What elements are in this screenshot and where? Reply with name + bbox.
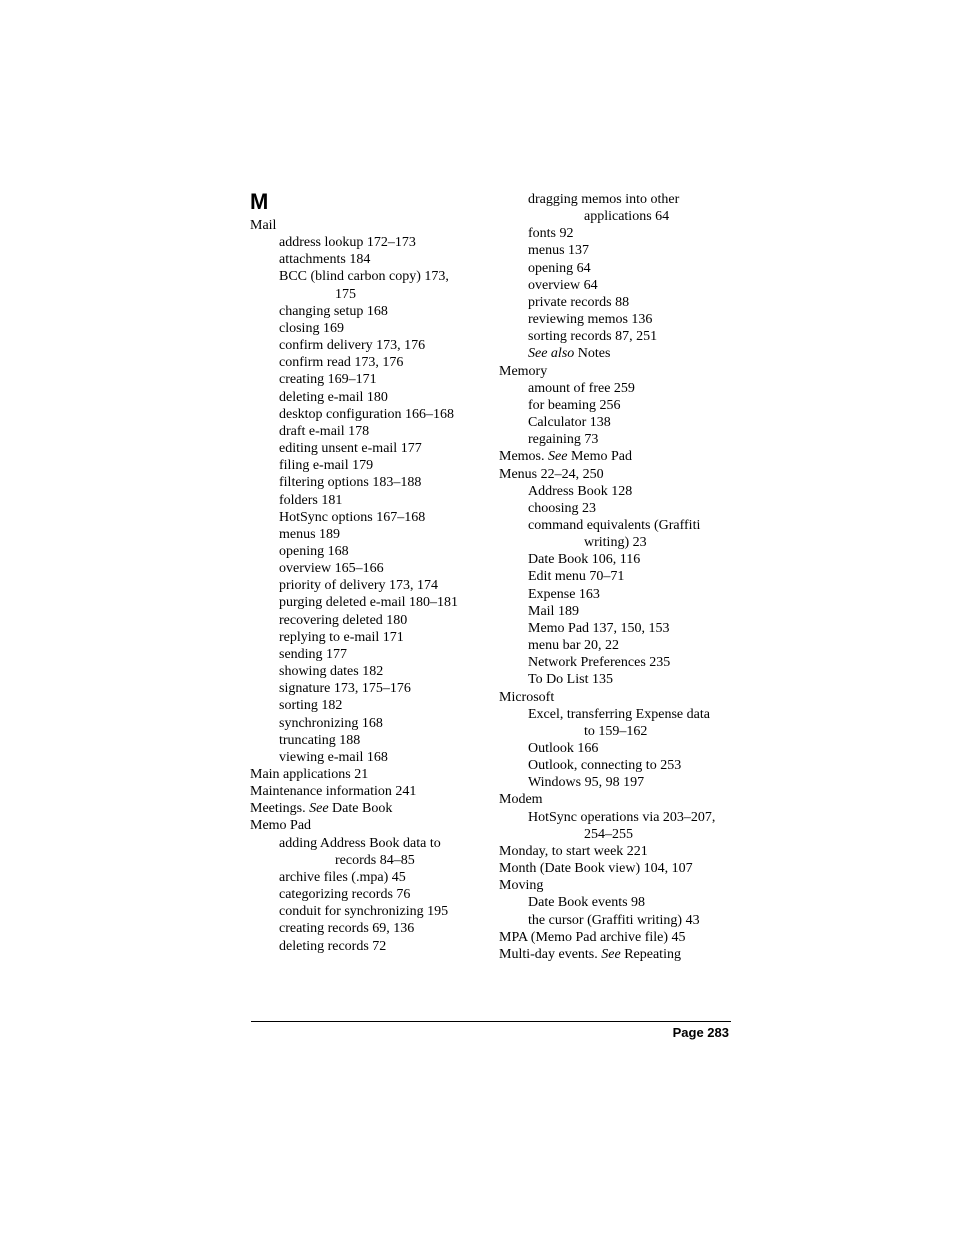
entry-text: changing setup 168: [279, 303, 388, 319]
entry-text: sorting records 87, 251: [528, 329, 658, 345]
index-sub-entry: [499, 637, 739, 654]
index-sub-entry: [499, 431, 739, 448]
entry-text: draft e-mail 178: [279, 423, 370, 439]
entry-text: reviewing memos 136: [528, 312, 653, 328]
index-sub-entry: [499, 414, 739, 431]
index-sub-entry: [250, 371, 490, 388]
index-main-entry: [499, 466, 739, 483]
entry-text: overview 165–166: [279, 561, 384, 577]
index-sub-entry: [499, 260, 739, 277]
index-sub-entry: [250, 457, 490, 474]
index-sub-entry: [499, 740, 739, 757]
entry-text: recovering deleted 180: [279, 612, 408, 628]
index-sub-entry: [250, 577, 490, 594]
entry-text: HotSync operations via 203–207,: [528, 809, 716, 825]
index-sub-entry: [250, 646, 490, 663]
entry-text: HotSync options 167–168: [279, 509, 426, 525]
index-sub-entry: [250, 680, 490, 697]
index-sub-entry: [250, 423, 490, 440]
see-reference: See: [548, 449, 568, 465]
entry-text: Expense 163: [528, 586, 600, 602]
index-entry-continuation: to 159–162: [584, 723, 648, 739]
index-main-entry: [250, 817, 490, 834]
index-entry-continuation: writing) 23: [584, 535, 647, 551]
see-target: Date Book: [328, 801, 393, 817]
index-sub-entry: [250, 715, 490, 732]
index-sub-entry: [250, 526, 490, 543]
index-sub-entry: [499, 757, 739, 774]
index-sub-entry: [499, 603, 739, 620]
entry-text: amount of free 259: [528, 380, 635, 396]
see-target: Notes: [574, 346, 611, 362]
index-sub-entry: [499, 620, 739, 637]
index-sub-entry: [499, 225, 739, 242]
index-entry-continuation: applications 64: [584, 209, 670, 225]
entry-text: Date Book 106, 116: [528, 552, 641, 568]
entry-text: sorting 182: [279, 698, 343, 714]
index-entry-continuation: 175: [335, 286, 356, 302]
index-main-entry: [499, 877, 739, 894]
index-main-entry: [499, 689, 739, 706]
index-main-entry: [250, 766, 490, 783]
index-main-entry: [250, 800, 490, 817]
entry-text: fonts 92: [528, 226, 574, 242]
index-sub-entry: [250, 251, 490, 268]
index-sub-entry: [499, 294, 739, 311]
index-sub-entry: [499, 809, 739, 826]
entry-text: address lookup 172–173: [279, 235, 416, 251]
index-sub-entry: [250, 337, 490, 354]
entry-text: Memo Pad 137, 150, 153: [528, 620, 670, 636]
entry-text: filing e-mail 179: [279, 458, 374, 474]
index-sub-entry: [250, 560, 490, 577]
entry-text: choosing 23: [528, 500, 597, 516]
index-sub-entry: [250, 835, 490, 852]
entry-text: Multi-day events.: [499, 946, 602, 962]
entry-text: Monday, to start week 221: [499, 843, 648, 859]
index-sub-entry: [250, 920, 490, 937]
entry-text: editing unsent e-mail 177: [279, 441, 422, 457]
entry-text: creating 169–171: [279, 372, 377, 388]
entry-text: MPA (Memo Pad archive file) 45: [499, 929, 686, 945]
entry-text: Edit menu 70–71: [528, 569, 625, 585]
index-sub-entry: [499, 242, 739, 259]
index-sub-entry: [250, 663, 490, 680]
entry-text: synchronizing 168: [279, 715, 383, 731]
entry-text: Maintenance information 241: [250, 784, 417, 800]
entry-text: Menus 22–24, 250: [499, 466, 604, 482]
index-sub-entry: [250, 474, 490, 491]
entry-text: Memory: [499, 363, 548, 379]
index-sub-entry: [499, 328, 739, 345]
entry-text: BCC (blind carbon copy) 173,: [279, 269, 449, 285]
index-sub-entry: [250, 320, 490, 337]
index-sub-entry: [499, 277, 739, 294]
entry-text: Mail 189: [528, 603, 579, 619]
entry-text: Excel, transferring Expense data: [528, 706, 710, 722]
entry-text: archive files (.mpa) 45: [279, 869, 406, 885]
index-sub-entry: [499, 517, 739, 534]
entry-text: Mail: [250, 218, 277, 233]
index-sub-entry: [250, 492, 490, 509]
index-sub-entry: [250, 354, 490, 371]
entry-text: menus 137: [528, 243, 590, 259]
index-sub-entry: [499, 500, 739, 517]
index-sub-entry: [499, 894, 739, 911]
entry-text: adding Address Book data to: [279, 835, 441, 851]
entry-text: Calculator 138: [528, 415, 611, 431]
entry-text: Modem: [499, 792, 543, 808]
entry-text: the cursor (Graffiti writing) 43: [528, 912, 700, 928]
index-sub-entry: [250, 629, 490, 646]
index-sub-entry: [250, 938, 490, 955]
entry-text: Meetings.: [250, 801, 310, 817]
index-sub-entry: [499, 706, 739, 723]
entry-text: deleting e-mail 180: [279, 389, 388, 405]
index-sub-entry: [250, 389, 490, 406]
index-sub-entry: [250, 749, 490, 766]
index-sub-entry: [499, 483, 739, 500]
index-sub-entry: [250, 903, 490, 920]
entry-text: priority of delivery 173, 174: [279, 578, 439, 594]
see-target: Memo Pad: [567, 449, 632, 465]
index-sub-entry: [250, 869, 490, 886]
index-column-right: [499, 191, 739, 963]
entry-text: Month (Date Book view) 104, 107: [499, 861, 693, 877]
index-sub-entry: [250, 594, 490, 611]
entry-text: opening 64: [528, 260, 591, 276]
entry-text: Address Book 128: [528, 483, 633, 499]
entry-text: deleting records 72: [279, 938, 387, 954]
footer-rule: [251, 1021, 731, 1022]
section-letter-heading: M: [250, 189, 269, 214]
entry-text: showing dates 182: [279, 664, 384, 680]
entry-text: creating records 69, 136: [279, 921, 415, 937]
entry-text: Memos.: [499, 449, 548, 465]
index-sub-entry: [499, 912, 739, 929]
entry-text: menu bar 20, 22: [528, 638, 619, 654]
index-entry-continuation: 254–255: [584, 826, 633, 842]
index-column-left: [250, 217, 490, 955]
see-reference: See also: [528, 346, 575, 362]
see-reference: See: [309, 801, 329, 817]
index-sub-entry: [499, 568, 739, 585]
entry-text: desktop configuration 166–168: [279, 406, 454, 422]
index-sub-entry: [499, 774, 739, 791]
index-sub-entry: [250, 886, 490, 903]
index-main-entry: [250, 217, 490, 234]
index-sub-entry: [499, 671, 739, 688]
index-sub-entry: [250, 406, 490, 423]
entry-text: attachments 184: [279, 252, 371, 268]
entry-text: confirm delivery 173, 176: [279, 338, 426, 354]
entry-text: truncating 188: [279, 732, 361, 748]
index-sub-entry: [250, 303, 490, 320]
index-sub-entry: [499, 397, 739, 414]
entry-text: Network Preferences 235: [528, 655, 671, 671]
index-entry-continuation: records 84–85: [335, 852, 415, 868]
page-number: Page 283: [672, 1025, 729, 1040]
index-sub-entry: [250, 268, 490, 285]
index-sub-entry: [499, 345, 739, 362]
entry-text: To Do List 135: [528, 672, 613, 688]
entry-text: viewing e-mail 168: [279, 749, 388, 765]
entry-text: opening 168: [279, 543, 349, 559]
index-main-entry: [499, 448, 739, 465]
entry-text: Moving: [499, 878, 544, 894]
entry-text: command equivalents (Graffiti: [528, 517, 701, 533]
see-reference: See: [601, 946, 621, 962]
entry-text: Memo Pad: [250, 818, 312, 834]
index-main-entry: [499, 929, 739, 946]
entry-text: categorizing records 76: [279, 887, 411, 903]
index-main-entry: [499, 791, 739, 808]
index-main-entry: [499, 363, 739, 380]
index-sub-entry: [499, 654, 739, 671]
entry-text: Outlook, connecting to 253: [528, 758, 682, 774]
entry-text: Date Book events 98: [528, 895, 646, 911]
entry-text: private records 88: [528, 294, 630, 310]
index-sub-entry: [499, 311, 739, 328]
index-main-entry: [499, 946, 739, 963]
index-sub-entry: [499, 191, 739, 208]
entry-text: regaining 73: [528, 432, 599, 448]
entry-text: overview 64: [528, 277, 598, 293]
entry-text: replying to e-mail 171: [279, 629, 404, 645]
entry-text: dragging memos into other: [528, 192, 680, 207]
entry-text: folders 181: [279, 492, 343, 508]
index-main-entry: [499, 843, 739, 860]
entry-text: filtering options 183–188: [279, 475, 422, 491]
entry-text: conduit for synchronizing 195: [279, 904, 449, 920]
entry-text: Outlook 166: [528, 741, 599, 756]
index-sub-entry: [250, 234, 490, 251]
entry-text: purging deleted e-mail 180–181: [279, 595, 458, 611]
index-sub-entry: [499, 551, 739, 568]
entry-text: sending 177: [279, 646, 348, 662]
index-sub-entry: [250, 732, 490, 749]
entry-text: Main applications 21: [250, 767, 369, 782]
entry-text: for beaming 256: [528, 397, 621, 413]
index-sub-entry: [250, 509, 490, 526]
index-main-entry: [250, 783, 490, 800]
entry-text: menus 189: [279, 526, 341, 542]
index-main-entry: [499, 860, 739, 877]
entry-text: signature 173, 175–176: [279, 681, 411, 697]
index-sub-entry: [499, 380, 739, 397]
index-sub-entry: [499, 586, 739, 603]
entry-text: confirm read 173, 176: [279, 355, 404, 371]
entry-text: Windows 95, 98 197: [528, 775, 645, 791]
entry-text: closing 169: [279, 320, 344, 336]
see-target: Repeating: [620, 946, 681, 962]
index-sub-entry: [250, 543, 490, 560]
entry-text: Microsoft: [499, 689, 555, 705]
index-sub-entry: [250, 697, 490, 714]
index-sub-entry: [250, 612, 490, 629]
index-sub-entry: [250, 440, 490, 457]
